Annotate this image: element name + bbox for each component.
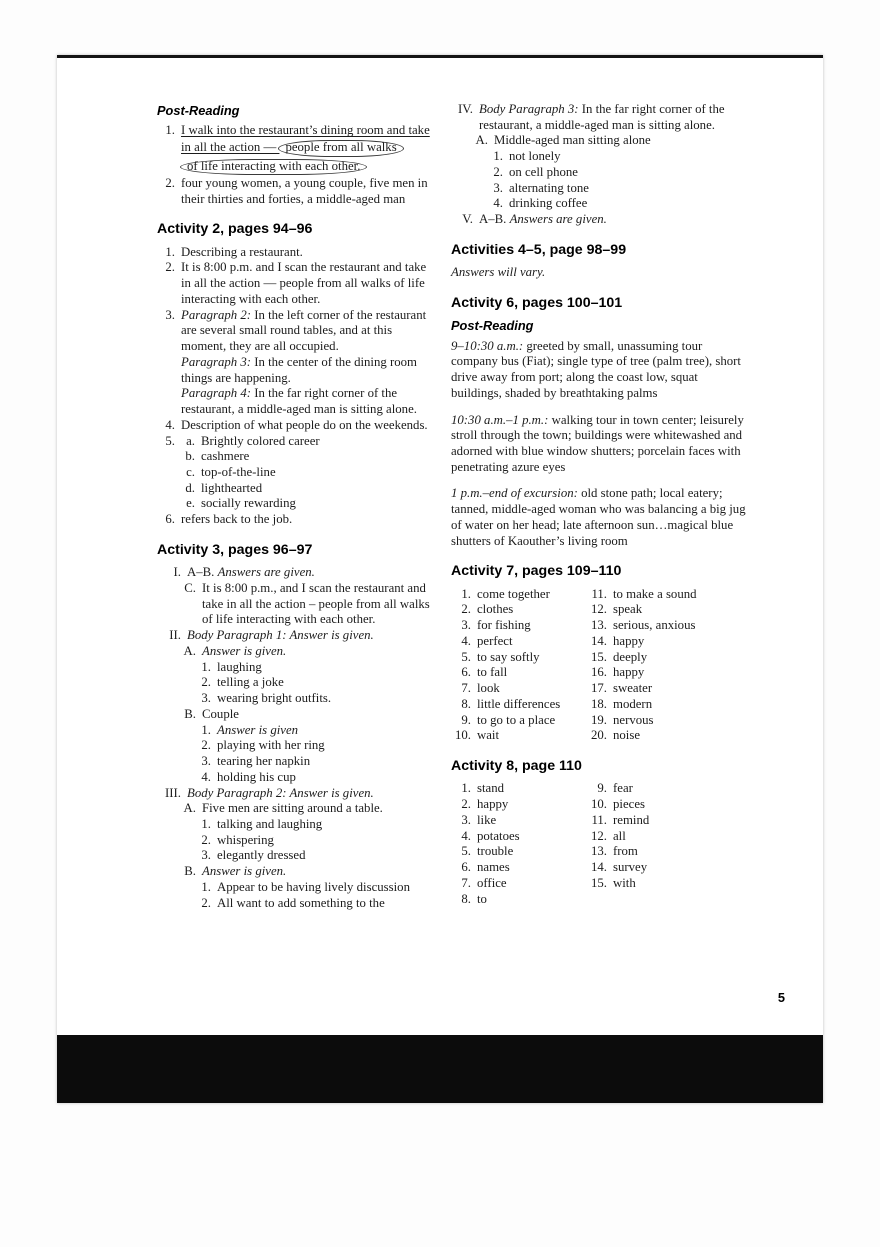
list-text: telling a joke xyxy=(217,675,284,690)
list-marker: 2. xyxy=(461,797,471,812)
list-row xyxy=(451,844,587,860)
list-text: laughing xyxy=(217,659,262,674)
list-row xyxy=(587,797,746,813)
list-marker: 5. xyxy=(461,844,471,859)
activity-8-word-list xyxy=(451,781,746,907)
list-row xyxy=(587,876,746,892)
list-row xyxy=(451,728,587,744)
list-text: all xyxy=(613,828,626,843)
list-marker: 11. xyxy=(591,812,607,827)
list-text: drinking coffee xyxy=(509,196,588,211)
list-row xyxy=(587,602,746,618)
list-row xyxy=(451,413,746,476)
list-marker: 19. xyxy=(591,712,607,727)
list-text: from xyxy=(613,844,638,859)
list-text: come together xyxy=(477,586,550,601)
list-row xyxy=(157,880,435,896)
activity-6-post-reading-subheading: Post-Reading xyxy=(451,318,534,334)
list-text: like xyxy=(477,812,497,827)
list-marker: B. xyxy=(184,706,196,721)
list-text: nervous xyxy=(613,712,654,727)
list-row xyxy=(587,634,746,650)
list-marker: 7. xyxy=(461,875,471,890)
page-content xyxy=(157,102,757,911)
list-marker: 15. xyxy=(591,649,607,664)
activity-8-column-1 xyxy=(451,781,587,907)
list-marker: 3. xyxy=(165,307,175,322)
list-row xyxy=(587,860,746,876)
list-marker: 12. xyxy=(591,828,607,843)
list-row xyxy=(157,581,435,628)
list-marker: 17. xyxy=(591,681,607,696)
list-text: to go to a place xyxy=(477,712,556,727)
list-row xyxy=(157,754,435,770)
activity-3-heading: Activity 3, pages 96–97 xyxy=(157,541,313,558)
list-marker: 15. xyxy=(591,875,607,890)
activity-8-column-2 xyxy=(587,781,746,907)
list-row xyxy=(587,844,746,860)
list-row xyxy=(451,650,587,666)
page-number: 5 xyxy=(777,990,785,1005)
list-text: Answer is given. xyxy=(202,864,287,879)
list-text: sweater xyxy=(613,681,653,696)
list-text: Couple xyxy=(202,706,239,721)
list-text: deeply xyxy=(613,649,648,664)
list-text: stand xyxy=(477,781,505,796)
list-text: Body Paragraph 3: In the far right corner of the restaurant, a middle-aged man is sitting alone. xyxy=(479,102,725,132)
list-submarker: b. xyxy=(185,449,195,464)
list-row xyxy=(451,829,587,845)
list-row xyxy=(451,212,746,228)
list-row xyxy=(451,665,587,681)
list-marker: 4. xyxy=(165,417,175,432)
list-marker: 9. xyxy=(597,781,607,796)
list-row xyxy=(587,728,746,744)
list-text: trouble xyxy=(477,844,514,859)
list-marker: 8. xyxy=(461,696,471,711)
list-text: noise xyxy=(613,728,641,743)
activity-2-heading: Activity 2, pages 94–96 xyxy=(157,221,313,238)
list-marker: 14. xyxy=(591,633,607,648)
list-text: names xyxy=(477,860,510,875)
list-text: I walk into the restaurant’s dining room and take in all the action — people from all walks of life interacting with each other. xyxy=(181,123,435,176)
list-marker: 9. xyxy=(461,712,471,727)
list-row xyxy=(451,339,746,402)
activities-4-5-note: Answers will vary. xyxy=(451,265,546,280)
list-text: 1 p.m.–end of excursion: old stone path; local eatery; tanned, middle-aged woman who was balancing a big jug of water on her head; late afternoon sun…magical blue shutters of Kaouther’s living room xyxy=(451,486,746,548)
list-row xyxy=(157,628,435,644)
list-row xyxy=(157,691,435,707)
list-submarker: d. xyxy=(185,480,195,495)
list-row xyxy=(157,660,435,676)
list-text: Five men are sitting around a table. xyxy=(202,801,383,816)
list-marker: V. xyxy=(462,212,473,227)
list-marker: 3. xyxy=(201,691,211,706)
list-text: to make a sound xyxy=(613,586,697,601)
list-text: to xyxy=(477,891,487,906)
list-marker: 2. xyxy=(165,175,175,190)
list-text: talking and laughing xyxy=(217,817,323,832)
list-text: office xyxy=(477,875,507,890)
activity-2-sublist xyxy=(157,434,435,513)
list-marker: 3. xyxy=(461,618,471,633)
list-text: Body Paragraph 2: Answer is given. xyxy=(187,785,374,800)
list-row xyxy=(587,650,746,666)
list-text: 10:30 a.m.–1 p.m.: walking tour in town center; leisurely stroll through the town; buildings were whitewashed and adorned with blue window shutters; porcelain faces with penetrating azure eyes xyxy=(451,412,744,474)
list-marker: 1. xyxy=(201,817,211,832)
list-marker: A. xyxy=(475,133,488,148)
list-text: potatoes xyxy=(477,828,520,843)
list-marker: 6. xyxy=(461,860,471,875)
list-row xyxy=(451,681,587,697)
activity-2-list xyxy=(157,245,435,434)
activity-7-heading: Activity 7, pages 109–110 xyxy=(451,563,622,580)
list-row xyxy=(157,565,435,581)
list-text: happy xyxy=(613,633,645,648)
list-marker: 2. xyxy=(165,260,175,275)
right-column xyxy=(451,102,746,911)
list-row xyxy=(451,697,587,713)
list-text: on cell phone xyxy=(509,164,578,179)
list-marker: 1. xyxy=(461,781,471,796)
list-text: playing with her ring xyxy=(217,738,325,753)
list-row xyxy=(587,618,746,634)
list-row xyxy=(587,587,746,603)
list-row xyxy=(157,418,435,434)
post-reading-heading: Post-Reading xyxy=(157,103,240,118)
list-row xyxy=(157,512,435,528)
list-marker: 6. xyxy=(165,512,175,527)
list-row xyxy=(451,149,746,165)
list-row xyxy=(157,770,435,786)
list-marker: 10. xyxy=(591,797,607,812)
list-row xyxy=(587,713,746,729)
list-text: It is 8:00 p.m. and I scan the restaurant and take in all the action — people from all walks of life interacting with each other. xyxy=(181,260,427,306)
list-marker: 16. xyxy=(591,665,607,680)
list-row xyxy=(451,860,587,876)
list-text: Brightly colored career xyxy=(201,433,320,448)
list-marker: 13. xyxy=(591,844,607,859)
list-marker: 20. xyxy=(591,728,607,743)
list-row xyxy=(157,848,435,864)
list-row xyxy=(157,386,435,417)
list-row xyxy=(157,355,435,386)
list-marker: 3. xyxy=(201,848,211,863)
list-row xyxy=(587,829,746,845)
list-text: to fall xyxy=(477,665,508,680)
list-marker: 2. xyxy=(201,675,211,690)
list-marker: 4. xyxy=(461,828,471,843)
activity-7-word-list xyxy=(451,587,746,744)
list-marker: 3. xyxy=(493,180,503,195)
list-marker: III. xyxy=(165,785,181,800)
list-row xyxy=(157,738,435,754)
list-text: Answer is given xyxy=(217,722,299,737)
list-marker: 4. xyxy=(461,633,471,648)
list-marker: 1. xyxy=(165,123,175,138)
list-marker: 10. xyxy=(455,728,471,743)
list-row xyxy=(157,465,435,481)
list-text: look xyxy=(477,681,500,696)
list-text: happy xyxy=(477,797,509,812)
list-text: to say softly xyxy=(477,649,540,664)
list-row xyxy=(451,102,746,133)
list-marker: 2. xyxy=(201,895,211,910)
list-row xyxy=(587,665,746,681)
list-row xyxy=(587,781,746,797)
list-marker: 11. xyxy=(591,586,607,601)
list-row xyxy=(157,176,435,207)
list-marker: 2. xyxy=(201,832,211,847)
list-text: A–B. Answers are given. xyxy=(187,565,315,580)
list-row xyxy=(451,165,746,181)
list-marker: IV. xyxy=(457,102,473,116)
list-row xyxy=(157,260,435,307)
list-row xyxy=(451,602,587,618)
list-row xyxy=(587,681,746,697)
activity-6-paragraphs xyxy=(451,339,746,550)
list-marker: 2. xyxy=(201,738,211,753)
list-row xyxy=(157,817,435,833)
list-text: holding his cup xyxy=(217,769,296,784)
list-row xyxy=(157,833,435,849)
list-row xyxy=(157,864,435,880)
list-marker: 5. xyxy=(165,433,175,448)
list-row xyxy=(587,697,746,713)
page-scan xyxy=(57,55,823,1103)
list-text: socially rewarding xyxy=(201,496,296,511)
list-text: Body Paragraph 1: Answer is given. xyxy=(187,628,374,643)
list-row xyxy=(157,801,435,817)
list-row xyxy=(451,196,746,212)
list-text: alternating tone xyxy=(509,180,589,195)
scan-bottom-band xyxy=(57,1035,823,1103)
list-text: top-of-the-line xyxy=(201,465,276,479)
list-text: refers back to the job. xyxy=(181,512,293,527)
list-marker: 3. xyxy=(461,812,471,827)
list-marker: 1. xyxy=(461,586,471,601)
list-text: wearing bright outfits. xyxy=(217,691,332,706)
list-text: Paragraph 3: In the center of the dining room things are happening. xyxy=(181,354,417,385)
activity-8-heading: Activity 8, page 110 xyxy=(451,758,582,775)
list-marker: 5. xyxy=(461,649,471,664)
list-row xyxy=(157,308,435,355)
activity-7-column-1 xyxy=(451,587,587,744)
list-text: Answer is given. xyxy=(202,643,287,658)
list-row xyxy=(451,587,587,603)
list-text: with xyxy=(613,875,636,890)
activity-2-list-tail xyxy=(157,512,435,528)
list-text: Middle-aged man sitting alone xyxy=(494,133,651,148)
list-row xyxy=(451,797,587,813)
list-marker: 2. xyxy=(493,164,503,179)
list-marker: 4. xyxy=(493,196,503,211)
list-row xyxy=(157,481,435,497)
list-text: clothes xyxy=(477,602,514,617)
list-row xyxy=(157,786,435,802)
list-text: Paragraph 4: In the far right corner of the restaurant, a middle-aged man is sitting alone. xyxy=(181,386,417,417)
list-row xyxy=(157,496,435,512)
list-text: All want to add something to the xyxy=(217,895,385,910)
activity-7-column-2 xyxy=(587,587,746,744)
list-marker: C. xyxy=(184,581,196,595)
list-text: little differences xyxy=(477,696,561,711)
list-submarker: a. xyxy=(186,433,195,448)
list-text: Appear to be having lively discussion xyxy=(217,879,410,894)
list-marker: 4. xyxy=(201,769,211,784)
list-text: Description of what people do on the weekends. xyxy=(181,417,428,432)
list-row xyxy=(157,123,435,176)
list-row xyxy=(451,618,587,634)
list-row xyxy=(157,434,435,450)
list-row xyxy=(157,707,435,723)
list-text: pieces xyxy=(613,797,645,812)
list-text: four young women, a young couple, five men in their thirties and forties, a middle-aged man xyxy=(181,175,428,206)
list-marker: 7. xyxy=(461,681,471,696)
list-row xyxy=(451,486,746,549)
list-row xyxy=(587,813,746,829)
list-text: speak xyxy=(613,602,643,617)
activities-4-5-heading: Activities 4–5, page 98–99 xyxy=(451,241,627,258)
list-row xyxy=(451,713,587,729)
list-row xyxy=(157,896,435,912)
list-submarker: e. xyxy=(186,496,195,511)
list-marker: 1. xyxy=(201,659,211,674)
list-row xyxy=(157,723,435,739)
list-marker: 3. xyxy=(201,754,211,769)
list-text: wait xyxy=(477,728,500,743)
list-row xyxy=(451,876,587,892)
list-marker: 6. xyxy=(461,665,471,680)
list-text: cashmere xyxy=(201,449,250,464)
list-row xyxy=(451,181,746,197)
activity-3-outline xyxy=(157,565,435,911)
list-marker: 1. xyxy=(201,722,211,737)
list-text: elegantly dressed xyxy=(217,848,306,863)
list-text: for fishing xyxy=(477,618,531,633)
list-text: survey xyxy=(613,860,648,875)
list-text: It is 8:00 p.m., and I scan the restaurant and take in all the action – people from all walks of life interacting with each other. xyxy=(202,581,430,627)
list-row xyxy=(451,892,587,908)
list-marker: B. xyxy=(184,864,196,879)
list-marker: 1. xyxy=(165,244,175,259)
list-row xyxy=(157,449,435,465)
list-submarker: c. xyxy=(186,465,195,479)
list-row xyxy=(157,675,435,691)
list-row xyxy=(451,813,587,829)
list-marker: 12. xyxy=(591,602,607,617)
list-text: modern xyxy=(613,696,653,711)
list-marker: 14. xyxy=(591,860,607,875)
list-text: remind xyxy=(613,812,650,827)
list-marker: 2. xyxy=(461,602,471,617)
list-text: perfect xyxy=(477,633,513,648)
list-text: tearing her napkin xyxy=(217,754,311,769)
list-text: 9–10:30 a.m.: greeted by small, unassuming tour company bus (Fiat); single type of tree (palm tree), short drive away from port; along the coast low, squat buildings, shaded by breathtaking palms xyxy=(451,338,741,400)
list-marker: 18. xyxy=(591,696,607,711)
list-marker: I. xyxy=(173,565,181,580)
list-text: lighthearted xyxy=(201,480,263,495)
left-column xyxy=(157,102,435,911)
list-marker: 1. xyxy=(201,879,211,894)
list-text: happy xyxy=(613,665,645,680)
list-marker: II. xyxy=(169,628,181,643)
activity-3-outline-continued xyxy=(451,102,746,228)
list-marker: 13. xyxy=(591,618,607,633)
post-reading-list xyxy=(157,123,435,207)
list-row xyxy=(157,644,435,660)
list-marker: A. xyxy=(183,801,196,816)
list-text: Paragraph 2: In the left corner of the restaurant are several small round tables, and at this moment, they are all occupied. xyxy=(181,307,427,354)
list-text: fear xyxy=(613,781,633,796)
list-text: whispering xyxy=(217,832,274,847)
list-row xyxy=(451,634,587,650)
list-row xyxy=(157,245,435,261)
list-text: serious, anxious xyxy=(613,618,696,633)
activity-6-heading: Activity 6, pages 100–101 xyxy=(451,294,623,311)
list-text: not lonely xyxy=(509,149,561,164)
list-marker: 8. xyxy=(461,891,471,906)
list-marker: A. xyxy=(183,643,196,658)
list-row xyxy=(451,781,587,797)
list-text: Describing a restaurant. xyxy=(181,244,303,259)
list-marker: 1. xyxy=(493,149,503,164)
list-text: A–B. Answers are given. xyxy=(479,212,607,227)
list-row xyxy=(451,133,746,149)
